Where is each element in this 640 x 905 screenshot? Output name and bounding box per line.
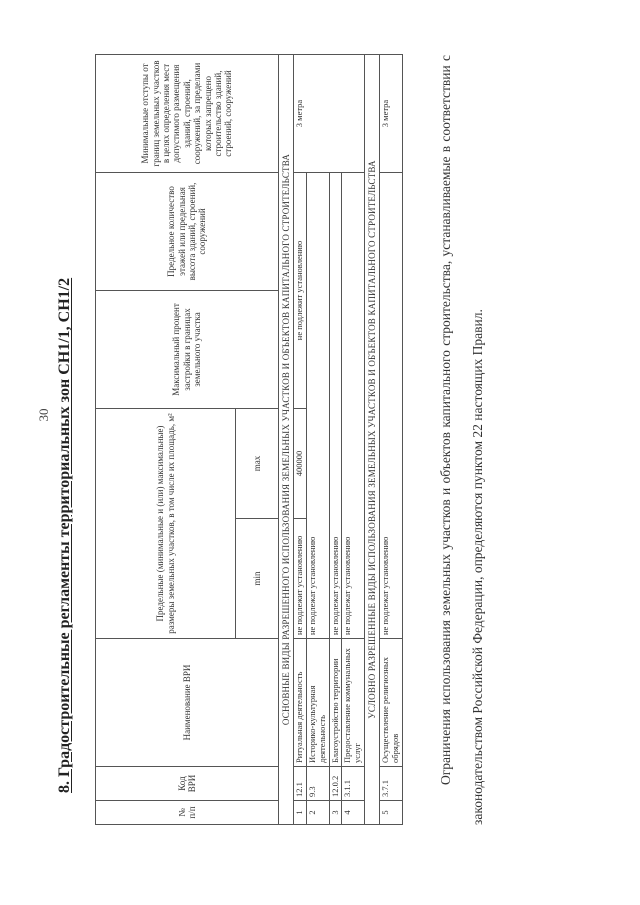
row-name: Историко-культурная деятельность <box>307 639 330 767</box>
row-setback: 3 метра <box>380 55 403 173</box>
header-floors: Предельное количество этажей или предельная высота зданий, строений, сооружений <box>96 173 279 291</box>
row-build-pct: не подлежит установлению <box>294 173 307 409</box>
header-size: Предельные (минимальные и (или) максимальные) размеры земельных участков, в том числе их площадь, м² <box>96 409 236 639</box>
row-num: 2 <box>307 801 330 825</box>
row-name: Осуществление религиозных обрядов <box>380 639 403 767</box>
row-setback: 3 метра <box>294 55 365 173</box>
band-conditional: УСЛОВНО РАЗРЕШЕННЫЕ ВИДЫ ИСПОЛЬЗОВАНИЯ ЗЕМЕЛЬНЫХ УЧАСТКОВ И ОБЪЕКТОВ КАПИТАЛЬНОГО СТРОИТЕЛЬСТВА <box>364 55 379 825</box>
header-name: Наименование ВРИ <box>96 639 279 767</box>
row-min: не подлежит установлению <box>294 519 307 639</box>
row-num: 4 <box>342 801 365 825</box>
row-size: не подлежат установлению <box>329 173 342 639</box>
regulations-table <box>95 54 403 825</box>
row-max: 400000 <box>294 409 307 519</box>
row-size: не подлежат установлению <box>307 173 330 639</box>
row-code: 9.3 <box>307 767 330 801</box>
row-num: 5 <box>380 801 403 825</box>
footnote-paragraph: Ограничения использования земельных участков и объектов капитального строительства, устанавливаемые в соответствии с законодательством Российской Федерации, определяются пунктом 22 настоящих Правил. <box>438 55 485 825</box>
row-code: 12.1 <box>294 767 307 801</box>
row-name: Предоставление коммунальных услуг <box>342 639 365 767</box>
table-header-row <box>96 55 236 825</box>
band-main: ОСНОВНЫЕ ВИДЫ РАЗРЕШЕННОГО ИСПОЛЬЗОВАНИЯ ЗЕМЕЛЬНЫХ УЧАСТКОВ И ОБЪЕКТОВ КАПИТАЛЬНОГО СТРОИТЕЛЬСТВА <box>279 55 294 825</box>
header-setback: Минимальные отступы от границ земельных участков в целях определения мест допустимого размещения зданий, строений, сооружений, за пределами которых запрещено строительство зданий, строений, сооружений <box>96 55 279 173</box>
row-code: 3.1.1 <box>342 767 365 801</box>
table-row <box>380 55 403 825</box>
header-max: max <box>236 409 279 519</box>
header-min: min <box>236 519 279 639</box>
page-number: 30 <box>36 408 51 422</box>
row-num: 3 <box>329 801 342 825</box>
row-name: Ритуальная деятельность <box>294 639 307 767</box>
row-name: Благоустройство территории <box>329 639 342 767</box>
row-size: не подлежат установлению <box>380 173 403 639</box>
section-title: 8. Градостроительные регламенты территориальных зон СН1/1, СН1/2 <box>56 277 73 793</box>
header-num: № п/п <box>96 801 279 825</box>
table-row <box>294 55 307 825</box>
band-row-conditional <box>364 55 379 825</box>
band-row-main <box>279 55 294 825</box>
header-build-pct: Максимальный процент застройки в границах земельного участка <box>96 291 279 409</box>
row-code: 12.0.2 <box>329 767 342 801</box>
row-size: не подлежат установлению <box>342 173 365 639</box>
row-code: 3.7.1 <box>380 767 403 801</box>
row-num: 1 <box>294 801 307 825</box>
header-code: Код ВРИ <box>96 767 279 801</box>
